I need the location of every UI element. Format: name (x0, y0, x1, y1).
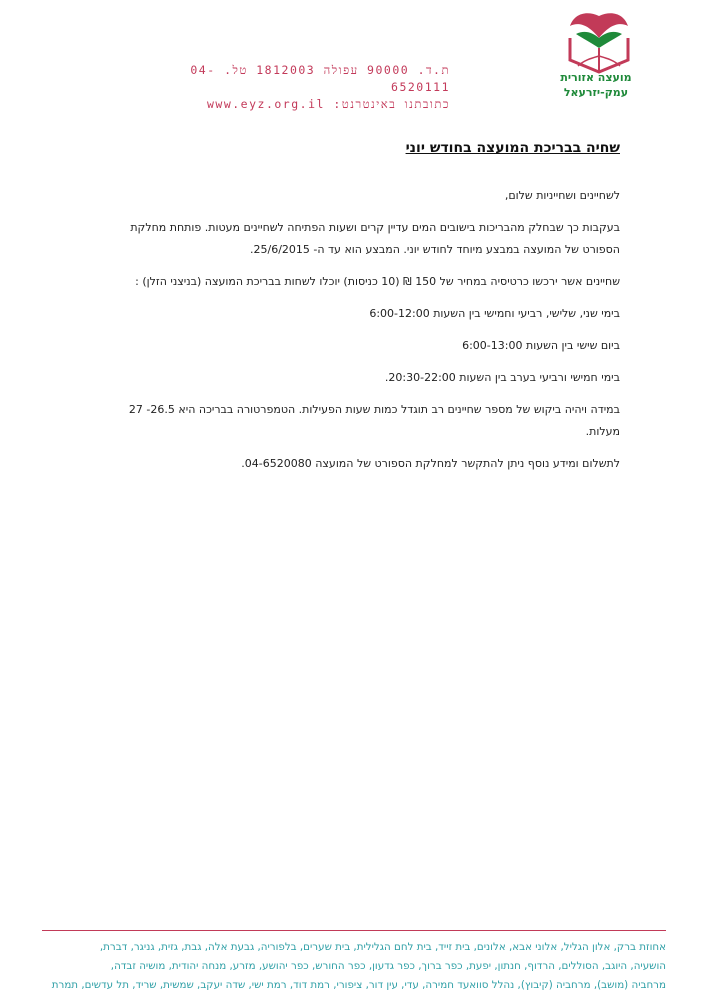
paragraph-intro: בעקבות כך שבחלק מהבריכות בישובים המים עדיין קרים ושעות הפתיחה לשחיינים מעטות. פותחת מחלקת הספורט של המועצה במבצע מיוחד לחודש יוני. המבצע הוא עד ה- 25/6/2015. (130, 221, 620, 256)
contact-address-phone: ת.ד. 90000 עפולה 1812003 טל. 04-6520111 (190, 63, 450, 94)
footer-line-2: הושעיה, היוגב, הסוללים, הרדוף, חנתון, יפעת, כפר ברוך, כפר גדעון, כפר החורש, כפר יהושע, מזרע, מנחה יהודית, מושיה זבדה, (110, 960, 666, 972)
schedule-evening: בימי חמישי ורביעי בערב בין השעות 20:30-22:00. (384, 371, 620, 384)
letter-body (100, 185, 620, 485)
schedule-friday: ביום שישי בין השעות 6:00-13:00 (462, 339, 620, 352)
footer-line-1: אחוזת ברק, אלון הגליל, אלוני אבא, אלונים, בית זייד, בית לחם הגלילית, בית שערים, בלפוריה, גבעת אלה, גבת, גזית, גניגר, דברת, (99, 941, 666, 953)
schedule-weekdays: בימי שני, שלישי, רביעי וחמישי בין השעות 6:00-12:00 (369, 307, 620, 320)
council-name (556, 70, 636, 100)
contact-info (150, 62, 450, 113)
paragraph-contact: לתשלום ומידע נוסף ניתן להתקשר למחלקת הספורט של המועצה 04-6520080. (241, 457, 620, 470)
footer-divider (42, 930, 666, 931)
document-title: שחיה בבריכת המועצה בחודש יוני (405, 140, 620, 156)
footer-line-3: מרחביה (מושב), מרחביה (קיבוץ), נהלל סוואעד חמירה, עדי, עין דור, ציפורי, רמת דוד, רמת ישי, שדה יעקב, שמשית, שריד, תל עדשים, תמרת (51, 979, 666, 991)
footer-settlements (40, 938, 666, 995)
council-name-line2: עמק-יזרעאל (563, 86, 629, 99)
contact-website: כתובתנו באינטרנט: www.eyz.org.il (206, 97, 450, 111)
greeting: לשחיינים ושחייניות שלום, (504, 189, 620, 202)
council-logo (564, 8, 634, 78)
paragraph-offer: שחיינים אשר ירכשו כרטיסיה במחיר של 150 ₪ (10 כניסות) יוכלו לשחות בבריכת המועצה (בניצני הזלן) : (135, 275, 620, 288)
paragraph-temperature: במידה ויהיה ביקוש של מספר שחיינים רב תוגדל כמות שעות הפעילות. הטמפרטורה בבריכה היא 26.5- 27 מעלות. (128, 403, 620, 438)
council-name-line1: מועצה אזורית (560, 71, 632, 84)
